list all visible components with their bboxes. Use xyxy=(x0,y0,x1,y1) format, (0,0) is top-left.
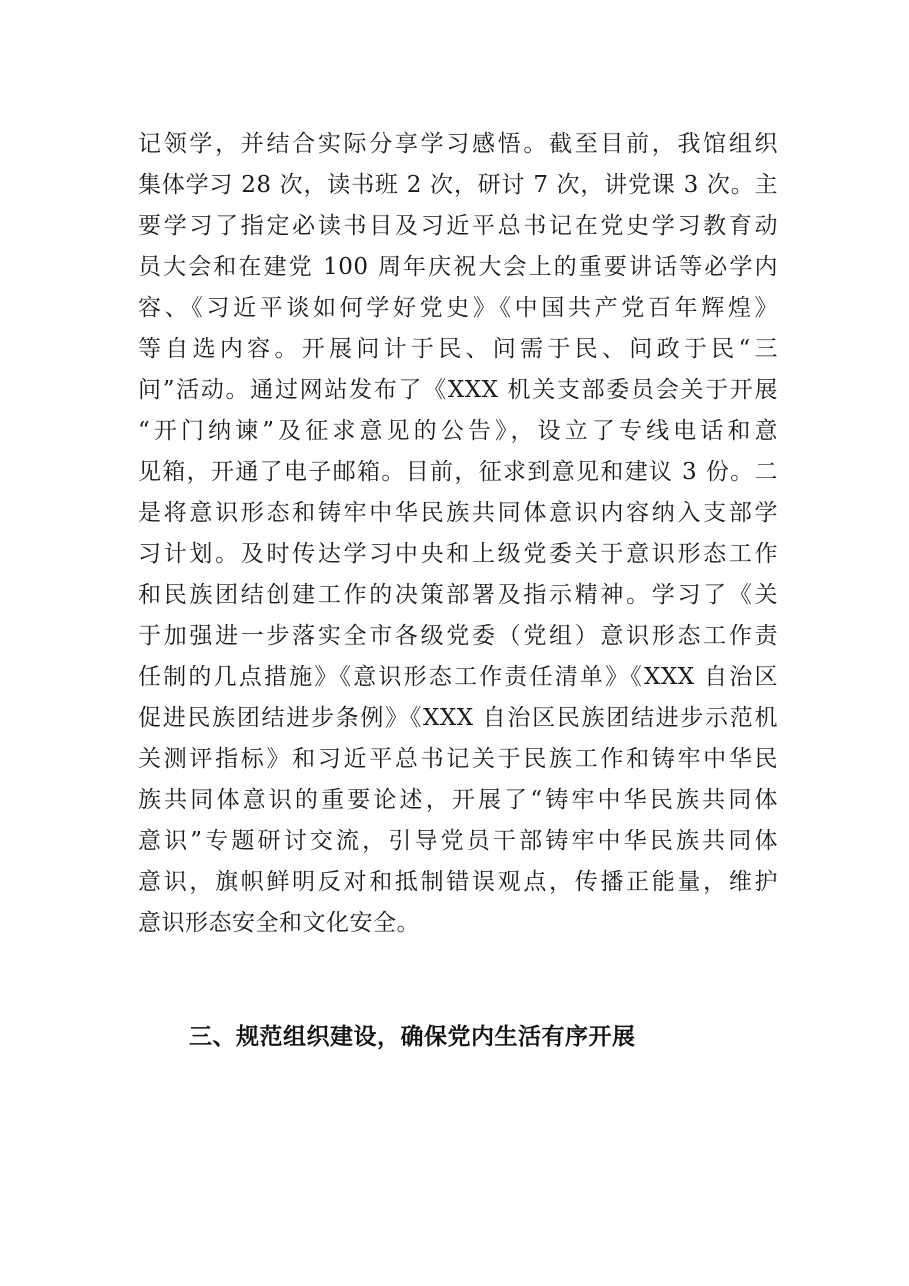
paragraph-line: 问”活动。通过网站发布了《XXX 机关支部委员会关于开展 xyxy=(138,377,778,403)
paragraph-line: 是将意识形态和铸牢中华民族共同体意识内容纳入支部学 xyxy=(138,500,778,526)
paragraph-line: 于加强进一步落实全市各级党委（党组）意识形态工作责 xyxy=(138,623,778,649)
paragraph-line: 要学习了指定必读书目及习近平总书记在党史学习教育动 xyxy=(138,213,778,239)
paragraph-line: 集体学习 28 次，读书班 2 次，研讨 7 次，讲党课 3 次。主 xyxy=(138,172,778,198)
paragraph-line: 员大会和在建党 100 周年庆祝大会上的重要讲话等必学内 xyxy=(138,254,778,280)
paragraph-line: 容、《习近平谈如何学好党史》《中国共产党百年辉煌》 xyxy=(138,295,778,321)
paragraph-line: 意识”专题研讨交流，引导党员干部铸牢中华民族共同体 xyxy=(138,828,778,854)
paragraph-line: 见箱，开通了电子邮箱。目前，征求到意见和建议 3 份。二 xyxy=(138,459,778,485)
section-heading: 三、规范组织建设，确保党内生活有序开展 xyxy=(189,1024,636,1050)
paragraph-line: 促进民族团结进步条例》《XXX 自治区民族团结进步示范机 xyxy=(138,705,778,731)
paragraph-line: 族共同体意识的重要论述，开展了“铸牢中华民族共同体 xyxy=(138,787,778,813)
paragraph-line: 意识形态安全和文化安全。 xyxy=(138,910,420,936)
paragraph-line: 和民族团结创建工作的决策部署及指示精神。学习了《关 xyxy=(138,582,778,608)
paragraph-line: 关测评指标》和习近平总书记关于民族工作和铸牢中华民 xyxy=(138,746,778,772)
paragraph-line: 等自选内容。开展问计于民、问需于民、问政于民“三 xyxy=(138,336,778,362)
paragraph-line: 习计划。及时传达学习中央和上级党委关于意识形态工作 xyxy=(138,541,778,567)
paragraph-line: “开门纳谏”及征求意见的公告》，设立了专线电话和意 xyxy=(138,418,778,444)
paragraph-line: 记领学，并结合实际分享学习感悟。截至目前，我馆组织 xyxy=(138,131,778,157)
paragraph-line: 意识，旗帜鲜明反对和抵制错误观点，传播正能量，维护 xyxy=(138,869,778,895)
paragraph-line: 任制的几点措施》《意识形态工作责任清单》《XXX 自治区 xyxy=(138,664,778,690)
body-paragraph xyxy=(138,124,778,944)
